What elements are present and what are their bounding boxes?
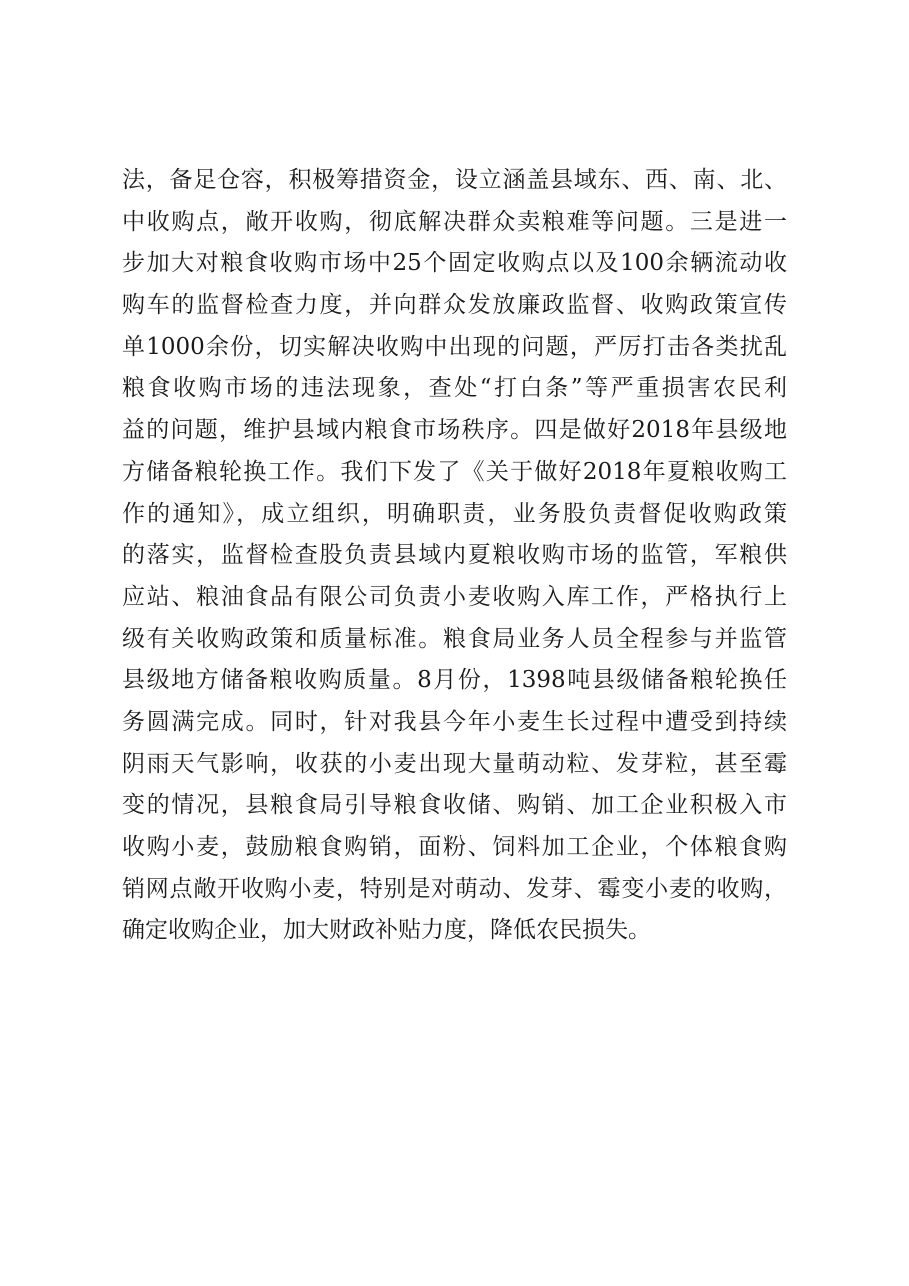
text-line: 法，备足仓容，积极筹措资金，设立涵盖县域东、西、南、北、 <box>122 167 787 193</box>
text-line: 应站、粮油食品有限公司负责小麦收购入库工作，严格执行上 <box>122 583 787 610</box>
text-line: 单1000余份，切实解决收购中出现的问题，严厉打击各类扰乱 <box>122 333 787 360</box>
text-line: 销网点敞开收购小麦，特别是对萌动、发芽、霉变小麦的收购， <box>122 875 787 902</box>
text-line: 中收购点，敞开收购，彻底解决群众卖粮难等问题。三是进一 <box>122 208 787 235</box>
text-line: 级有关收购政策和质量标准。粮食局业务人员全程参与并监管 <box>122 625 787 652</box>
text-line: 作的通知》，成立组织，明确职责，业务股负责督促收购政策 <box>122 500 787 527</box>
text-line: 县级地方储备粮收购质量。8月份，1398吨县级储备粮轮换任 <box>122 667 787 694</box>
body-paragraph <box>122 160 812 952</box>
text-line: 收购小麦，鼓励粮食购销，面粉、饲料加工企业，个体粮食购 <box>122 834 787 860</box>
text-line: 步加大对粮食收购市场中25个固定收购点以及100余辆流动收 <box>122 250 787 277</box>
text-line: 粮食收购市场的违法现象，查处“打白条”等严重损害农民利 <box>122 375 787 402</box>
text-line: 确定收购企业，加大财政补贴力度，降低农民损失。 <box>122 917 651 944</box>
text-line: 方储备粮轮换工作。我们下发了《关于做好2018年夏粮收购工 <box>122 458 787 485</box>
text-line: 的落实，监督检查股负责县域内夏粮收购市场的监管，军粮供 <box>122 542 787 569</box>
text-line: 变的情况，县粮食局引导粮食收储、购销、加工企业积极入市 <box>122 792 787 819</box>
text-line: 益的问题，维护县域内粮食市场秩序。四是做好2018年县级地 <box>122 417 787 444</box>
text-line: 务圆满完成。同时，针对我县今年小麦生长过程中遭受到持续 <box>122 708 787 735</box>
text-line: 阴雨天气影响，收获的小麦出现大量萌动粒、发芽粒，甚至霉 <box>122 750 787 777</box>
text-line: 购车的监督检查力度，并向群众发放廉政监督、收购政策宣传 <box>122 292 787 319</box>
